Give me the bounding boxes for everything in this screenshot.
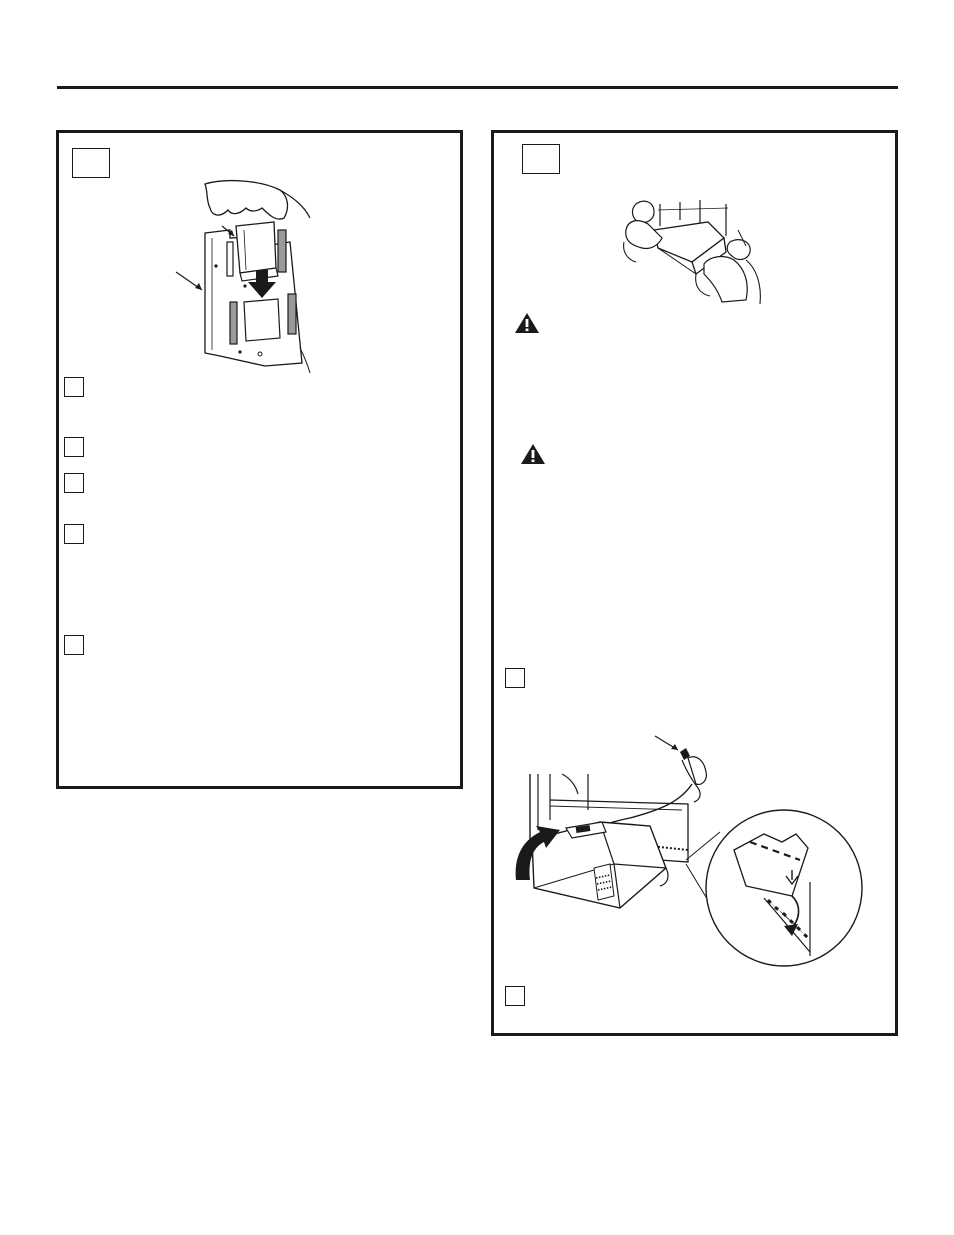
left-substep-box-5 (64, 635, 84, 655)
right-step-number-box (522, 144, 560, 174)
warning-triangle-icon (520, 443, 546, 465)
left-substep-box-3 (64, 473, 84, 493)
right-substep-box-1 (505, 668, 525, 688)
header-rule (57, 86, 898, 89)
microwave-tilt-onto-plate-illustration (510, 730, 870, 970)
warning-triangle-icon (514, 312, 540, 334)
two-people-lifting-microwave-illustration (618, 190, 768, 310)
left-substep-box-2 (64, 437, 84, 457)
left-substep-box-1 (64, 377, 84, 397)
left-substep-box-4 (64, 524, 84, 544)
right-substep-box-2 (505, 986, 525, 1006)
bracket-installation-illustration (170, 178, 330, 373)
left-step-number-box (72, 148, 110, 178)
